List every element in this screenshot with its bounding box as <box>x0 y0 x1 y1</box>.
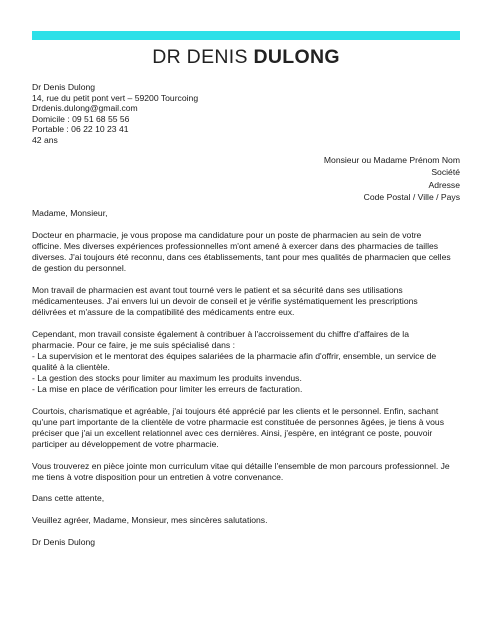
letter-body <box>32 208 462 559</box>
paragraph-patient <box>32 285 462 318</box>
paragraph-attachment <box>32 461 462 483</box>
sender-address: 14, rue du petit pont vert – 59200 Tourcoing <box>32 92 199 103</box>
sender-email: Drdenis.dulong@gmail.com <box>32 103 138 114</box>
sender-age: 42 ans <box>32 134 58 145</box>
text-line: délivrées et m'assure de la compatibilité des médicaments entre eux. <box>32 306 295 317</box>
text-line: qu'une part importante de la clientèle de votre pharmacie est constituée de personnes âgées, je tiens à vous <box>32 416 445 427</box>
text-line: Mon travail de pharmacien est avant tout tourné vers le patient et sa sécurité dans ses utilisations <box>32 284 403 295</box>
sender-mobile-phone: Portable : 06 22 10 23 41 <box>32 124 129 135</box>
recipient-city: Code Postal / Ville / Pays <box>363 192 460 203</box>
text-line: participer au développement de votre pharmacie. <box>32 438 219 449</box>
sender-home-phone: Domicile : 09 51 68 55 56 <box>32 113 130 124</box>
sender-name: Dr Denis Dulong <box>32 82 96 92</box>
text-line: qualité à la clientèle. <box>32 361 110 372</box>
title-last-name: DULONG <box>253 46 340 68</box>
paragraph-personality <box>32 406 462 450</box>
salutation: Madame, Monsieur, <box>32 208 108 218</box>
text-line: Vous trouverez en pièce jointe mon curriculum vitae qui détaille l'ensemble de mon parcours professionnel. Je <box>32 460 450 471</box>
text-line: médicamenteuses. J'ai envers lui un devoir de conseil et je vérifie systématiquement les prescriptions <box>32 295 418 306</box>
paragraph-intro <box>32 230 462 274</box>
text-line: diverses. J'ai toujours été reconnu, dans ces établissements, tant pour mes qualités de pharmacien que celles <box>32 251 451 262</box>
text-line: officine. Mes diverses expériences professionnelles m'ont amené à exercer dans des pharmacies de tailles <box>32 240 439 251</box>
text-line: me tiens à votre disposition pour un entretien à votre convenance. <box>32 471 284 482</box>
text-line: préciser que j'ai un excellent relationnel avec ces dernières. Ainsi, j'espère, en intégrant ce poste, pouvoir <box>32 427 433 438</box>
page-title <box>0 46 492 69</box>
recipient-block <box>324 154 460 204</box>
paragraph-business <box>32 329 462 396</box>
list-item: - La supervision et le mentorat des équipes salariées de la pharmacie afin d'offrir, ensemble, un service de <box>32 350 437 361</box>
closing-formula: Veuillez agréer, Madame, Monsieur, mes sincères salutations. <box>32 515 268 526</box>
text-line: Courtois, charismatique et agréable, j'ai toujours été apprécié par les clients et le personnel. Enfin, sachant <box>32 405 439 416</box>
text-line: de gestion du personnel. <box>32 262 127 273</box>
title-first-name: DR DENIS <box>152 46 248 68</box>
text-line: Cependant, mon travail consiste également à contribuer à l'accroissement du chiffre d'affaires de la <box>32 328 410 339</box>
recipient-company: Société <box>431 167 460 178</box>
list-item: - La mise en place de vérification pour limiter les erreurs de facturation. <box>32 384 303 394</box>
recipient-address: Adresse <box>428 179 460 190</box>
list-item: - La gestion des stocks pour limiter au maximum les produits invendus. <box>32 372 302 383</box>
paragraph-waiting: Dans cette attente, <box>32 493 105 504</box>
signature: Dr Denis Dulong <box>32 536 96 547</box>
recipient-name: Monsieur ou Madame Prénom Nom <box>323 155 460 165</box>
text-line: pharmacie. Pour ce faire, je me suis spécialisé dans : <box>32 339 236 350</box>
text-line: Docteur en pharmacie, je vous propose ma candidature pour un poste de pharmacien au sein de votre <box>32 229 422 240</box>
header-accent-bar <box>32 31 460 40</box>
sender-block <box>32 82 198 146</box>
